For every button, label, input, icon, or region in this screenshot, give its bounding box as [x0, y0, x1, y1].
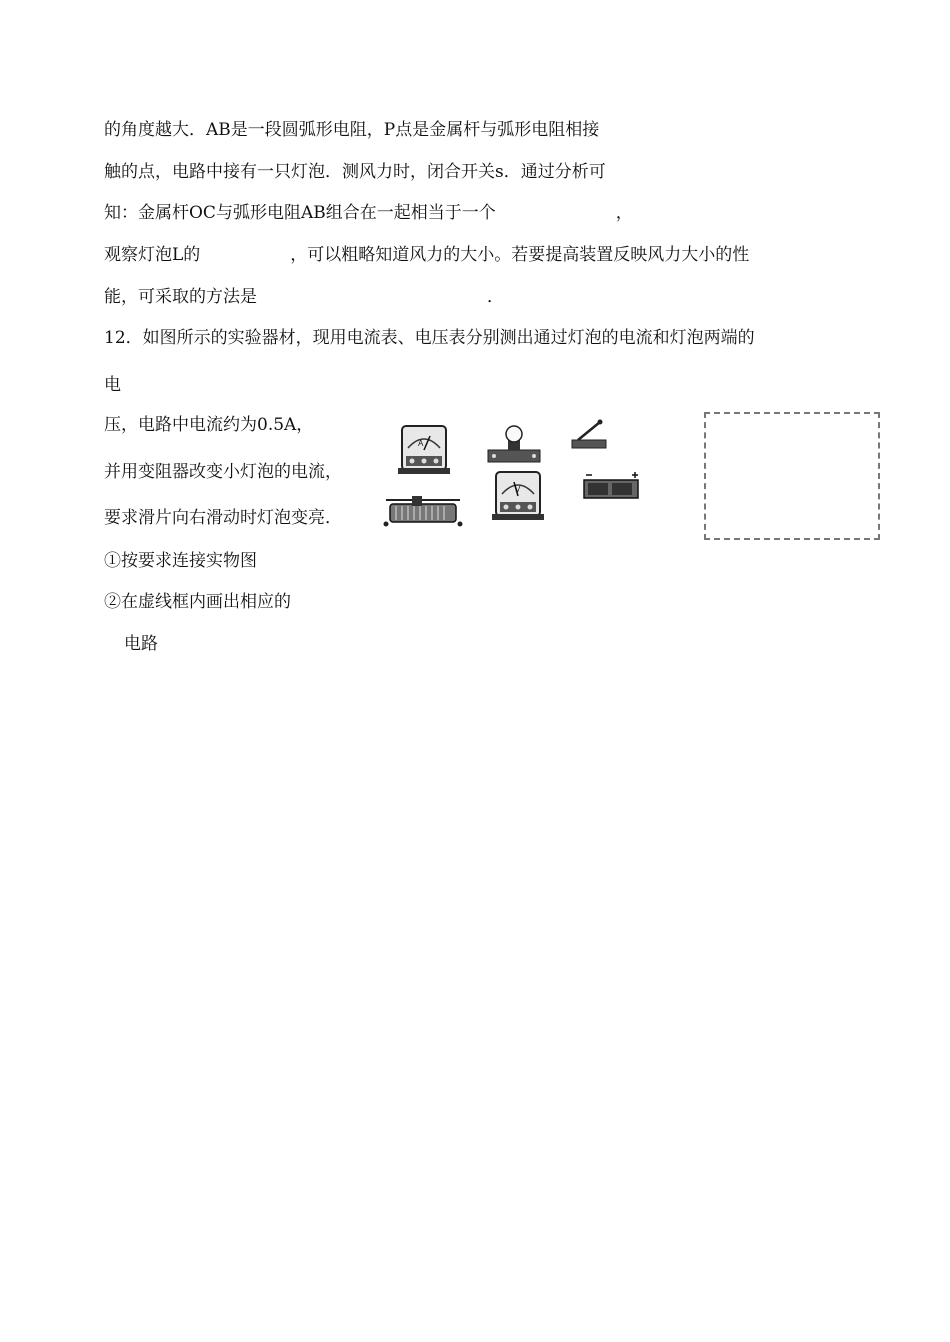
q12-item-1: ①按要求连接实物图 — [104, 551, 257, 571]
voltmeter-label: V — [515, 485, 521, 494]
q12-line-2: 电 — [104, 375, 121, 395]
q11-line-4-text-a: 观察灯泡L的 — [104, 245, 201, 265]
rheostat-icon[interactable] — [382, 494, 464, 528]
q11-line-2: 触的点，电路中接有一只灯泡．测风力时，闭合开关s．通过分析可 — [104, 162, 606, 182]
q12-line-3: 压，电路中电流约为0.5A， — [104, 415, 314, 435]
q11-line-3-comma: ， — [615, 203, 633, 223]
q11-line-4 — [104, 243, 749, 267]
q11-line-5-text: 能，可采取的方法是 — [104, 287, 257, 307]
q11-line-5-period: ． — [487, 287, 504, 307]
q11-line-3-text: 知：金属杆OC与弧形电阻AB组合在一起相当于一个 — [104, 203, 496, 223]
q12-item-2: ②在虚线框内画出相应的 — [104, 592, 291, 612]
light-bulb-icon[interactable] — [484, 424, 544, 466]
q12-item-2-cont: 电路 — [124, 634, 158, 654]
q11-line-1: 的角度越大．AB是一段圆弧形电阻，P点是金属杆与弧形电阻相接 — [104, 120, 600, 140]
switch-icon[interactable] — [568, 418, 612, 452]
q12-line-4: 并用变阻器改变小灯泡的电流， — [104, 462, 342, 482]
battery-icon[interactable] — [580, 472, 642, 502]
q11-line-3 — [104, 201, 633, 225]
q11-line-5 — [104, 285, 504, 309]
q12-line-5: 要求滑片向右滑动时灯泡变亮． — [104, 508, 342, 528]
voltmeter-icon[interactable] — [490, 468, 546, 524]
circuit-drawing-box[interactable] — [704, 412, 880, 540]
ammeter-icon[interactable] — [396, 422, 452, 478]
q12-line-1: 12．如图所示的实验器材，现用电流表、电压表分别测出通过灯泡的电流和灯泡两端的 — [104, 328, 755, 348]
equipment-figure — [380, 408, 652, 528]
q11-line-4-text-b: ，可以粗略知道风力的大小。若要提高装置反映风力大小的性 — [290, 245, 750, 265]
ammeter-label: A — [418, 439, 424, 448]
